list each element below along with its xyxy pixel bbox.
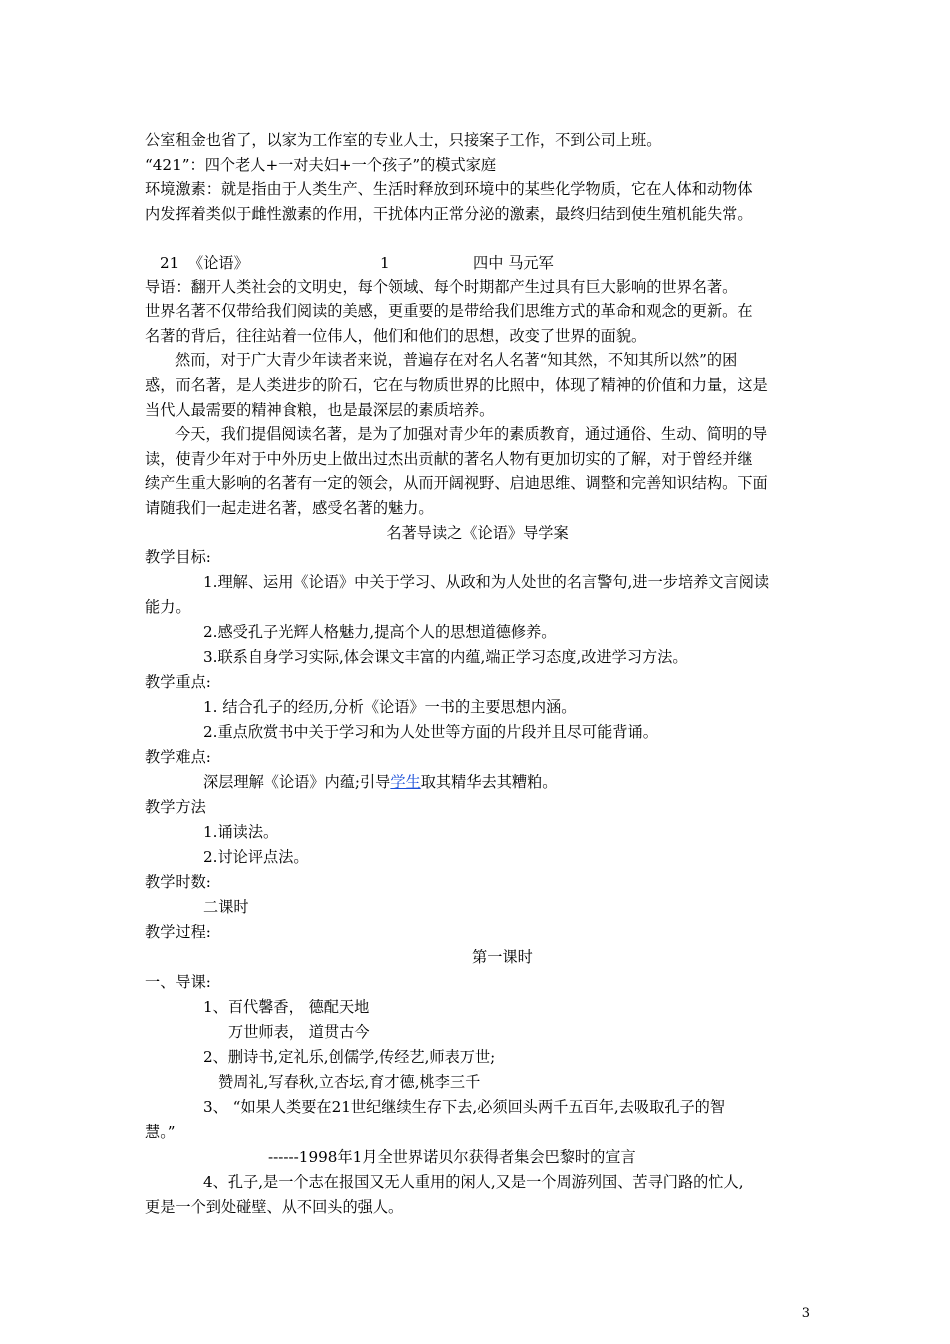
text-line: 能力。 [145,598,191,616]
section-label: 教学方法 [145,798,206,816]
section-label: 教学难点: [145,748,211,766]
lesson-subtitle: 第一课时 [472,948,533,966]
text-line: 慧。” [145,1123,176,1141]
text-line: 2.感受孔子光辉人格魅力,提高个人的思想道德修养。 [203,623,557,641]
text-line: 万世师表， 道贯古今 [228,1023,370,1041]
section-label: 教学重点: [145,673,211,691]
text-line: 4、孔子,是一个志在报国又无人重用的闲人,又是一个周游列国、苦寻门路的忙人, [203,1173,744,1191]
quote-source: ------1998年1月全世界诺贝尔获得者集会巴黎时的宣言 [268,1148,636,1166]
text-line: 续产生重大影响的名著有一定的领会，从而开阔视野、启迪思维、调整和完善知识结构。下面 [145,474,768,492]
text-line: 当代人最需要的精神食粮，也是最深层的素质培养。 [145,401,495,419]
text-line: 更是一个到处碰壁、从不回头的强人。 [145,1198,404,1216]
text-line: 公室租金也省了，以家为工作室的专业人士，只接案子工作，不到公司上班。 [145,131,662,149]
text-line: 今天，我们提倡阅读名著，是为了加强对青少年的素质教育，通过通俗、生动、简明的导 [175,425,768,443]
text-line: 名著的背后，往往站着一位伟人，他们和他们的思想，改变了世界的面貌。 [145,327,647,345]
text-line: 2、删诗书,定礼乐,创儒学,传经艺,师表万世; [203,1048,496,1066]
text-line: 2.重点欣赏书中关于学习和为人处世等方面的片段并且尽可能背诵。 [203,723,658,741]
lesson-heading [145,252,810,274]
text-line: 世界名著不仅带给我们阅读的美感，更重要的是带给我们思维方式的革命和观念的更新。在 [145,302,753,320]
lesson-number: 21 [160,254,180,272]
text-line: 1.诵读法。 [203,823,279,841]
text-line: 3.联系自身学习实际,体会课文丰富的内蕴,端正学习态度,改进学习方法。 [203,648,688,666]
section-label: 教学时数: [145,873,211,891]
text-line: 内发挥着类似于雌性激素的作用，干扰体内正常分泌的激素，最终归结到使生殖机能失常。 [145,205,753,223]
section-label: 教学目标: [145,548,211,566]
text-line: 然而，对于广大青少年读者来说，普遍存在对名人名著“知其然，不知其所以然”的困 [175,351,738,369]
text-line: 1.理解、运用《论语》中关于学习、从政和为人处世的名言警句,进一步培养文言阅读 [203,573,770,591]
text-line: 请随我们一起走进名著，感受名著的魅力。 [145,499,434,517]
lesson-author: 四中 马元军 [473,254,554,272]
text-line: 惑，而名著，是人类进步的阶石，它在与物质世界的比照中，体现了精神的价值和力量，这是 [145,376,768,394]
text-line [203,771,810,793]
text-line: 环境激素：就是指由于人类生产、生活时释放到环境中的某些化学物质，它在人体和动物体 [145,180,753,198]
text-line: 1、百代馨香， 德配天地 [203,998,370,1016]
page-number: 3 [801,1306,810,1321]
section-label: 一、导课: [145,973,211,991]
text-line: 二课时 [203,898,249,916]
text-line: 赞周礼,写春秋,立杏坛,育才德,桃李三千 [218,1073,481,1091]
section-label: 教学过程: [145,923,211,941]
text-fragment: 深层理解《论语》内蕴;引导 [203,773,391,791]
student-link[interactable]: 学生 [390,773,421,791]
lesson-count: 1 [380,254,390,272]
plan-title: 名著导读之《论语》导学案 [386,524,569,542]
lesson-title: 《论语》 [188,254,249,272]
text-line: 读，使青少年对于中外历史上做出过杰出贡献的著名人物有更加切实的了解，对于曾经并继 [145,450,753,468]
text-fragment: 取其精华去其糟粕。 [420,773,558,791]
text-line: “421”：四个老人+一对夫妇+一个孩子”的模式家庭 [145,156,497,174]
text-line: 1. 结合孔子的经历,分析《论语》一书的主要思想内涵。 [203,698,577,716]
text-line: 导语：翻开人类社会的文明史，每个领域、每个时期都产生过具有巨大影响的世界名著。 [145,278,738,296]
text-line: 3、 “如果人类要在21世纪继续生存下去,必须回头两千五百年,去吸取孔子的智 [203,1098,726,1116]
text-line: 2.讨论评点法。 [203,848,309,866]
